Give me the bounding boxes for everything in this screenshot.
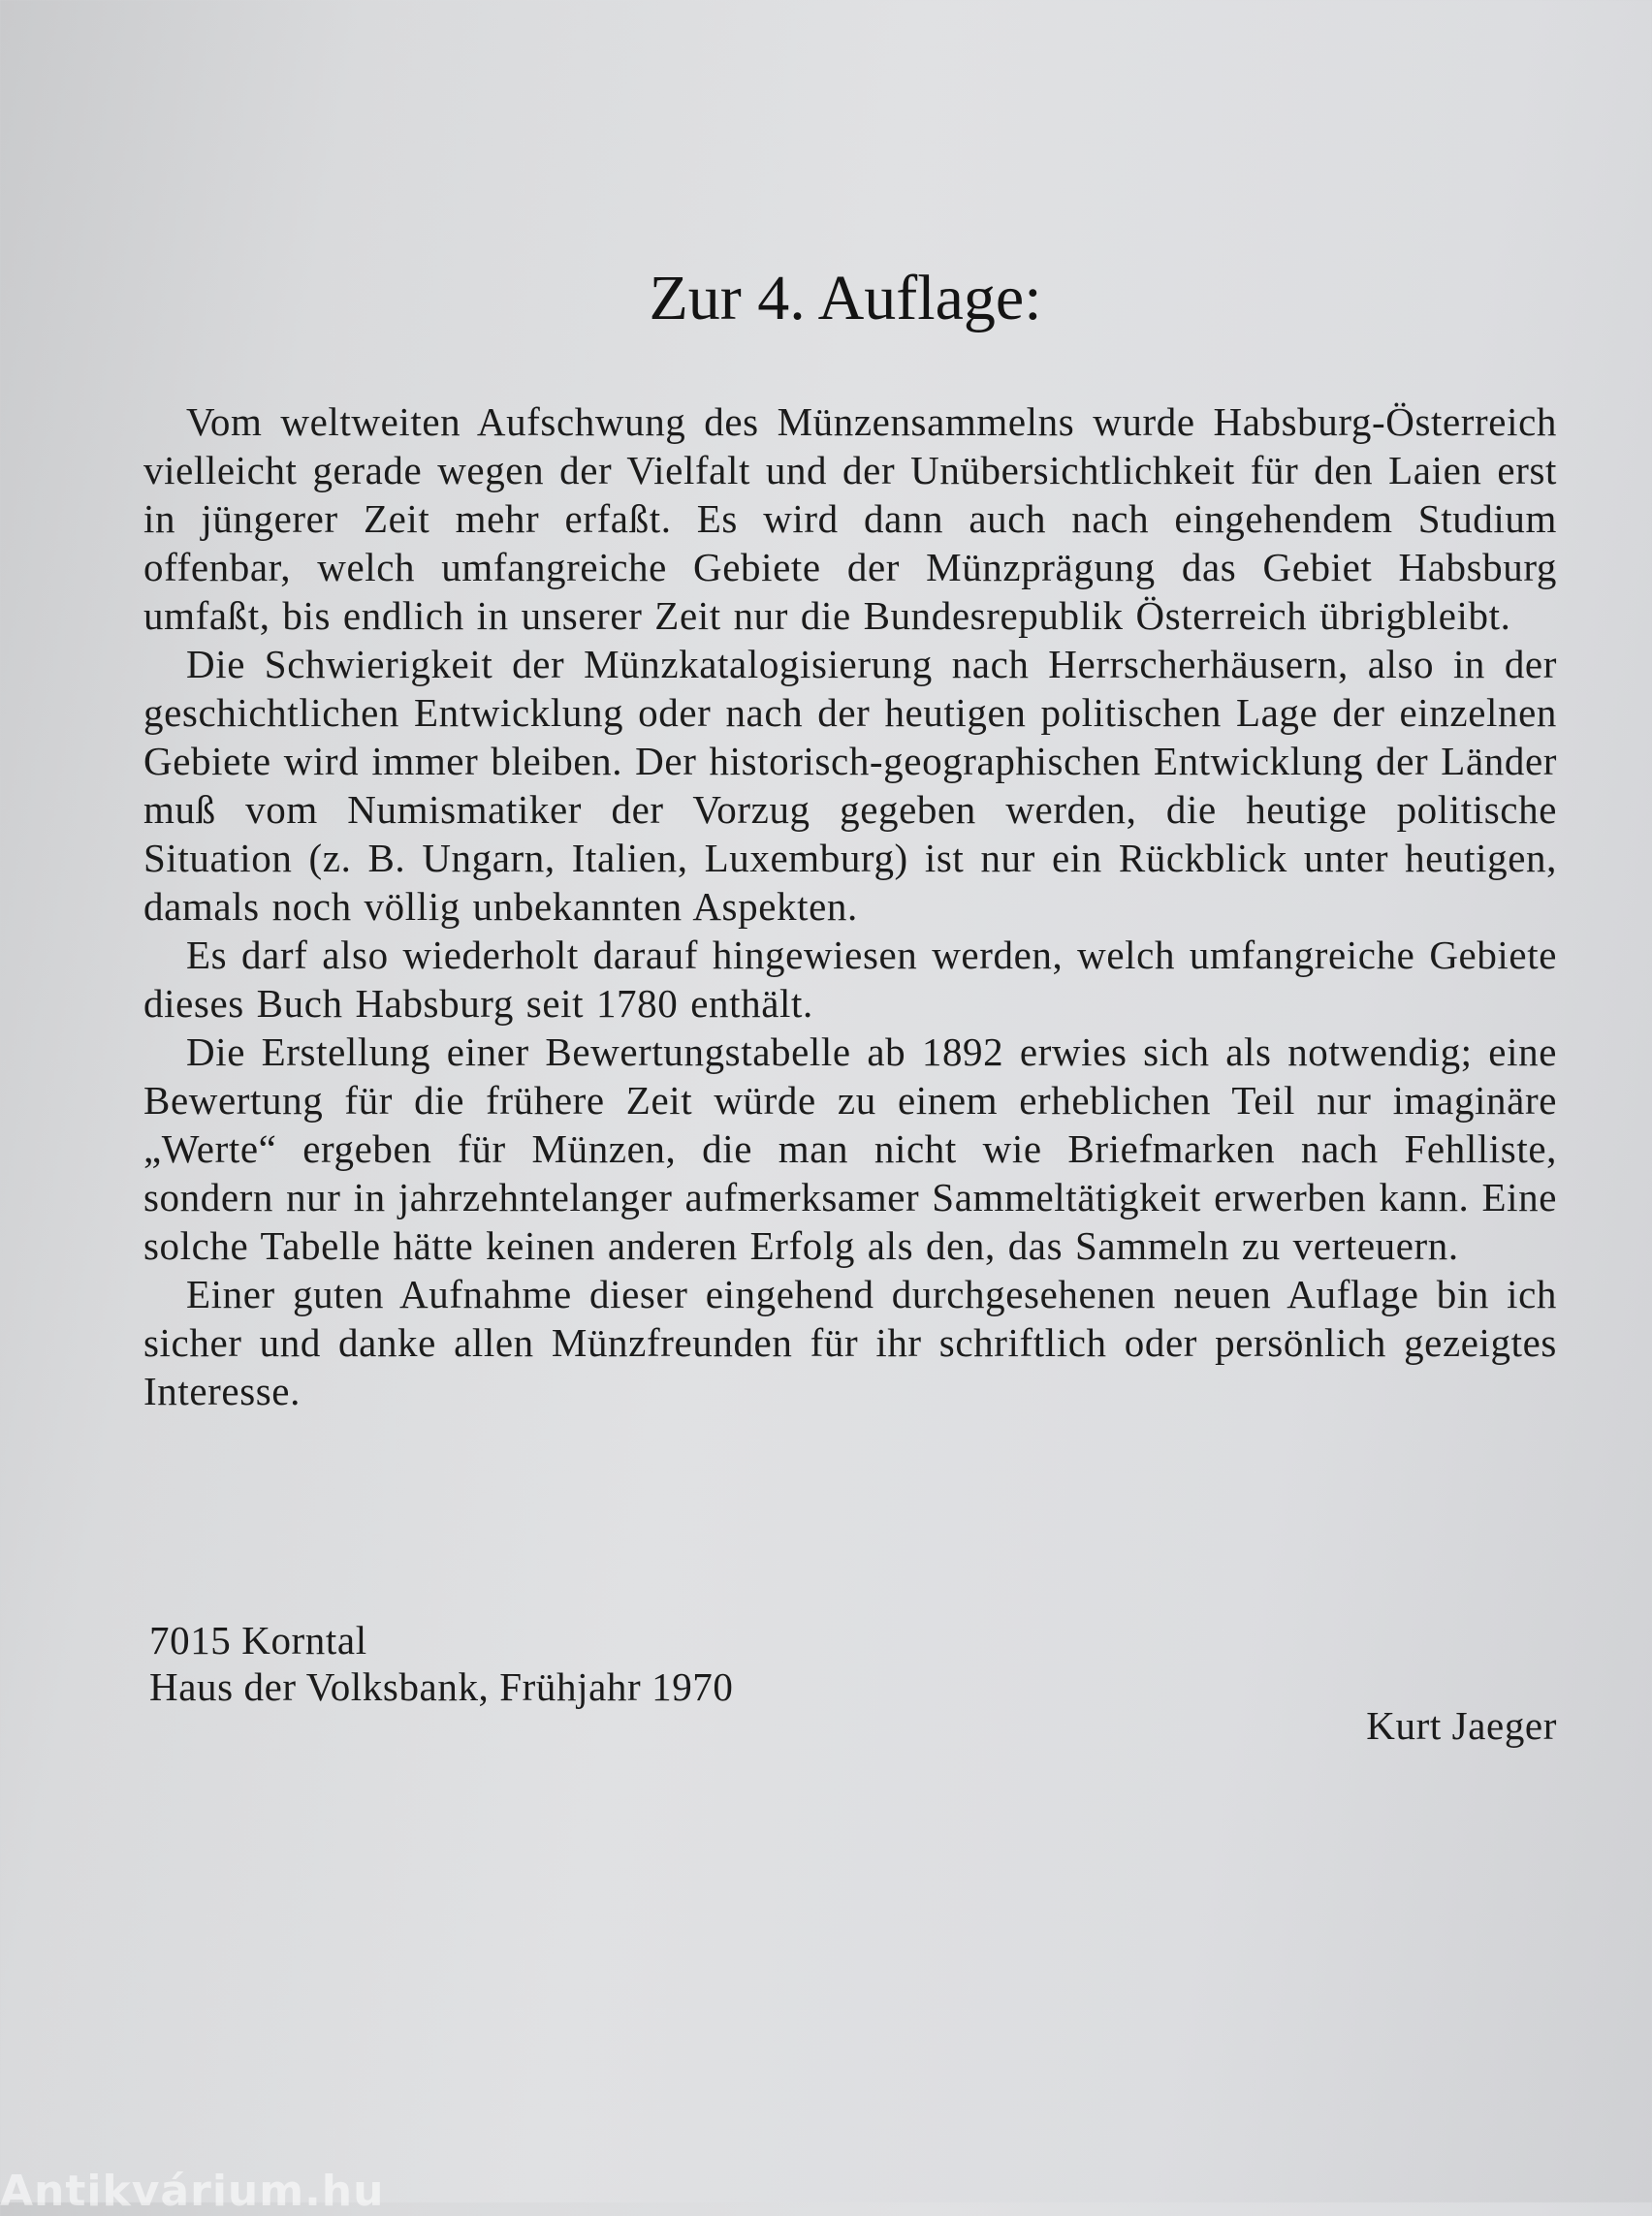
paragraph-3: Es darf also wiederholt darauf hingewiesen werden, welch umfangreiche Gebiete dieses Buch Habsburg seit 1780 enthält.: [143, 933, 1557, 1026]
paragraph-1: Vom weltweiten Aufschwung des Münzensammelns wurde Habsburg-Österreich vielleicht gerade wegen der Vielfalt und der Unübersichtlichkeit für den Laien erst in jüngerer Zeit mehr erfaßt. Es wird dann auch nach eingehendem Studium offenbar, welch umfangreiche Gebiete der Münzprägung das Gebiet Habsburg umfaßt, bis endlich in unserer Zeit nur die Bundesrepublik Österreich übrigbleibt.: [143, 399, 1557, 638]
paragraph-4: Die Erstellung einer Bewertungstabelle ab 1892 erwies sich als notwendig; eine Bewertung für die frühere Zeit würde zu einem erheblichen Teil nur imaginäre „Werte“ ergeben für Münzen, die man nicht wie Briefmarken nach Fehlliste, sondern nur in jahrzehntelanger aufmerksamer Sammeltätigkeit erwerben kann. Eine solche Tabelle hätte keinen anderen Erfolg als den, das Sammeln zu verteuern.: [143, 1029, 1557, 1268]
place-and-date: [149, 1617, 734, 1710]
paragraph-2: Die Schwierigkeit der Münzkatalogisierung nach Herrscherhäusern, also in der geschichtlichen Entwicklung oder nach der heutigen politischen Lage der einzelnen Gebiete wird immer bleiben. Der historisch-geographischen Entwicklung der Länder muß vom Numismatiker der Vorzug gegeben werden, die heutige politische Situation (z. B. Ungarn, Italien, Luxemburg) ist nur ein Rückblick unter heutigen, damals noch völlig unbekannten Aspekten.: [143, 642, 1557, 929]
page-title: Zur 4. Auflage:: [649, 263, 1042, 333]
date-line: Haus der Volksbank, Frühjahr 1970: [149, 1664, 734, 1709]
place-line: 7015 Korntal: [149, 1618, 367, 1662]
paragraph-5: Einer guten Aufnahme dieser eingehend durchgesehenen neuen Auflage bin ich sicher und danke allen Münzfreunden für ihr schriftlich oder persönlich gezeigtes Interesse.: [143, 1272, 1557, 1413]
body-text: [143, 397, 1557, 1415]
author-signature: Kurt Jaeger: [1366, 1703, 1557, 1748]
watermark: Antikvárium.hu: [0, 2167, 385, 2216]
